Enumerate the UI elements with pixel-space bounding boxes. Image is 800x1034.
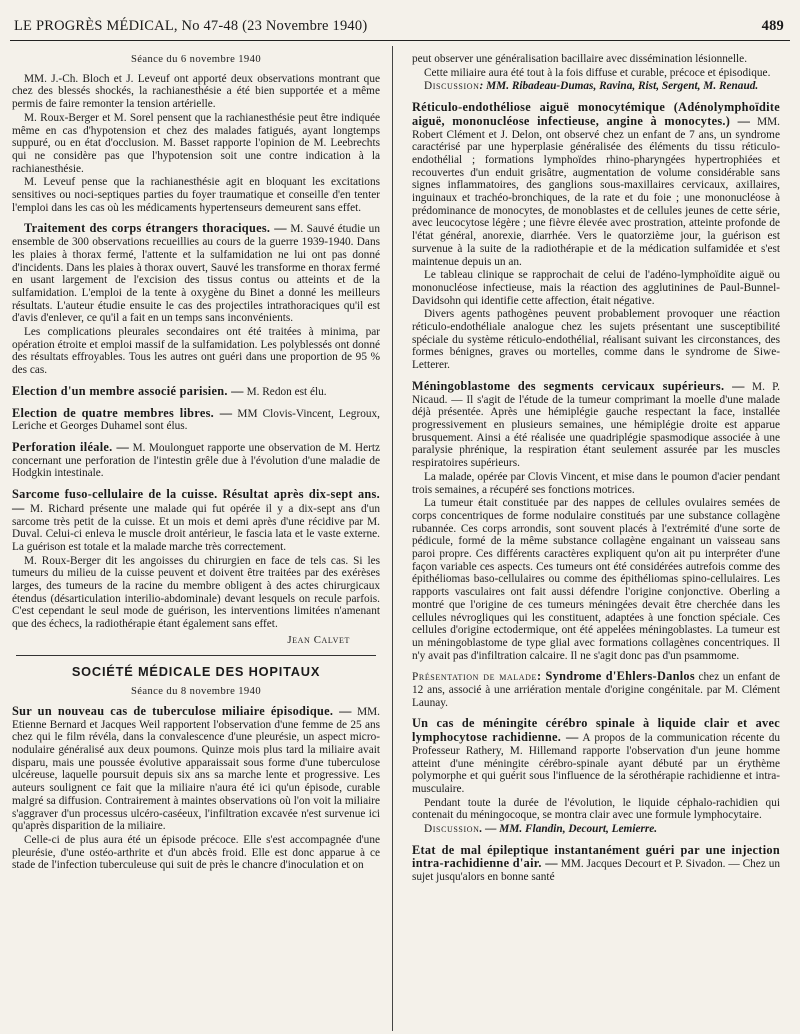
article-tuberculosis: Sur un nouveau cas de tuberculose miliaire épisodique. — MM. Etienne Bernard et Jacques Weil rapportent l'observation d'une femme de 25 ans chez qui le film révéla, dans la convalescence d'une pleurésie, un aspect micro-nodulaire généralisé aux deux poumons. Quinze mois plus tard la miliaire avait disparu, mais une poussée évolutive apparaissait sous forme d'une tuberculose ulcéreuse, laquelle poursuit depuis six ans sa marche lente et progressive. Les auteurs soulignent ce fait que la miliaire n'aura été ici qu'un épisode, curable malgré sa diffusion. Contrairement à maintes observations où l'on voit la miliaire s'aggraver d'un processus ulcéro-caséeux, l'infiltration excavée n'est survenue ici qu'après disparition de la miliaire. <box>12 703 381 833</box>
article-sarcoma: Sarcome fuso-cellulaire de la cuisse. Résultat après dix-sept ans. — M. Richard présente une malade qui fut opérée il y a dix-sept ans d'un sarcome très petit de la cuisse. Et un mois et demi après d'une récidive par M. Duval. Celui-ci enleva le muscle droit antérieur, le fascia lata et le vaste externe. La guérison est totale et la malade marche très correctement. <box>12 487 381 553</box>
paragraph: M. Leveuf pense que la rachianesthésie agit en bloquant les excitations sensitives ou noci-septiques parties du foyer traumatique et conseille d'en tenter l'emploi dans les cas où les médicaments hypertenseurs demeurent sans effet. <box>12 176 380 214</box>
page-number: 489 <box>761 18 784 34</box>
paragraph: M. Roux-Berger et M. Sorel pensent que la rachianesthésie peut être indiquée même en cas d'hypotension et chez des malades fatigués, ayant longtemps suppuré, ou en état d'occlusion. M. Basset rapporte l'opinion de M. Leebrechts qui ne considère pas que l'hypotension soit une contre indication à la rachianesthésie. <box>12 111 380 175</box>
section-heading: Traitement des corps étrangers thoraciques. — <box>24 221 287 236</box>
paragraph: Cette miliaire aura été tout à la fois diffuse et curable, précoce et épisodique. <box>424 66 771 79</box>
section-heading: Election de quatre membres libres. — <box>12 405 233 420</box>
article-epilepsy: Etat de mal épileptique instantanément guéri par une injection intra-rachidienne d'air. — MM. Jacques Decourt et P. Sivadon. — Chez un sujet jusqu'alors en bonne santé <box>412 842 780 884</box>
section-heading: Méningoblastome des segments cervicaux supérieurs. — <box>412 378 745 393</box>
paragraph: Celle-ci de plus aura été un épisode précoce. Elle s'est accompagnée d'une pleurésie, d'une ostéo-arthrite et d'un abcès froid. Elle est donc apparue à ce stade de l'infection tuberculeuse qui suit de près le chancre d'inoculation et on <box>12 833 380 872</box>
left-column <box>12 54 380 873</box>
article-meningitis: Un cas de méningite cérébro spinale à liquide clair et avec lymphocytose rachidienne. — A propos de la communication récente du Professeur Rathery, M. Hillemand rapporte l'observation d'un jeune homme atteint d'une méningite cérébro-spinale ayant débuté par un érythème polymorphe et qui guérit sous l'influence de la sérothérapie rachidienne et intra-musculaire. <box>412 716 780 795</box>
paragraph: La tumeur était constituée par des nappes de cellules ovulaires semées de corps concentriques de forme nodulaire constitués par une substance collagène rubannée. Ces corps arrondis, sont souvent placés à l'extrémité d'une sorte de pédicule, formé de la même substance collagène engainant un vaisseau sans paroi propre. Ces différents caractères expliquent qu'on ait pu interpréter d'une façon variable ces aspects. Ces tumeurs ont été considérées autrefois comme des épithéliomas baso-cellulaires ou comme des épithéliomas spino-cellulaires. Les rapports vasculaires ont fait aussi défendre l'origine conjonctive. Oberling a montré que l'origine de ces tumeurs méningées devait être cherchée dans les cellules névrogliques qui les constituent, adaptées à une fonction spéciale. Ces cellules d'origine ectodermique, ont été appelées méningoblastes. La tumeur est un méningoblastome de type glial avec formations collagènes concentriques. Il n'y avait pas d'infiltration calcaire. Il ne s'agit donc pas d'un psammome. <box>412 497 780 662</box>
paragraph: Les complications pleurales secondaires ont été traitées à minima, par opération étroite et emploi massif de la sulfamidation. Les polyblessés ont donné des résultats effroyables. Tous les autres ont guéri dans une proportion de 95 % des cas. <box>12 326 380 377</box>
article-election-free: Election de quatre membres libres. — MM Clovis-Vincent, Legroux, Leriche et Georges Duhamel sont élus. <box>12 405 380 433</box>
paragraph: La malade, opérée par Clovis Vincent, et mise dans le poumon d'acier pendant trois semaines, a récupéré ses fonctions motrices. <box>412 470 780 496</box>
paragraph: Divers agents pathogènes peuvent probablement provoquer une réaction réticulo-endothéliale analogue chez les sujets présentant une susceptibilité spéciale du système réticulo-endothélial, réalisant suivant les circonstances, des formes bénignes, graves ou mortelles, comme dans le syndrome de Siwe-Letterer. <box>412 308 780 372</box>
paragraph: Le tableau clinique se rapprochait de celui de l'adéno-lymphoïdite aiguë ou mononucléose infectieuse, mais la réaction des agglutinines de Paul-Bunnel-Davidsohn qui identifie cette affection, était négative. <box>412 269 780 307</box>
paragraph: M. Roux-Berger dit les angoisses du chirurgien en face de tels cas. Si les tumeurs du milieu de la cuisse peuvent et doivent être traitées par des exérèses larges, des tumeurs de la racine du membre obligent à des actes chirurgicaux étendus (désarticulation interilio-abdominale) devant lesquels on recule parfois. C'est cependant le seul mode de guérison, les interventions limitées n'amenant que des échecs, la radiothérapie étant également sans effet. <box>12 554 380 631</box>
article-foreign-bodies: Traitement des corps étrangers thoraciques. — M. Sauvé étudie un ensemble de 300 observations recueillies au cours de la guerre 1939-1940. Dans les plaies à thorax fermé, l'attente et la sulfamidation ne lui ont pas donné d'incidents. Dans les plaies à thorax ouvert, Sauvé les transforme en thorax fermé en usant largement de l'excision des tissus contus ou atteints et de la sulfamidation. L'emploi de la tente à oxygène du Binet a donné les meilleurs résultats. L'auteur étudie ensuite le cas des projectiles intrathoraciques qu'il est d'avis d'enlever, ce qu'il a fait en un temps sans inconvénients. <box>12 221 380 325</box>
column-divider <box>392 46 393 1031</box>
journal-title: LE PROGRÈS MÉDICAL, No 47-48 (23 Novembre 1940) <box>14 18 368 34</box>
society-title: SOCIÉTÉ MÉDICALE DES HOPITAUX <box>71 663 321 679</box>
section-heading: Sarcome fuso-cellulaire de la cuisse. Résultat après dix-sept ans. — <box>12 487 380 515</box>
paragraph: MM. J.-Ch. Bloch et J. Leveuf ont apporté deux observations montrant que chez des blessés shockés, la rachianesthésie a été bien supportée et a même permis de faire remonter la tension artérielle. <box>12 72 380 111</box>
section-heading: Réticulo-endothéliose aiguë monocytémique (Adénolymphoïdite aiguë, mononucléose infectieuse, angine à monocytes.) — <box>412 100 780 128</box>
discussion-label: Discussion <box>424 80 480 93</box>
article-election-associate: Election d'un membre associé parisien. — M. Redon est élu. <box>12 383 327 398</box>
article-perforation: Perforation iléale. — M. Moulonguet rapporte une observation de M. Hertz concernant une perforation de l'intestin grêle due à l'évolution d'une maladie de Hodgkin intestinale. <box>12 439 380 480</box>
section-heading: Un cas de méningite cérébro spinale à liquide clair et avec lymphocytose rachidienne. — <box>412 716 780 745</box>
section-heading: Etat de mal épileptique instantanément guéri par une injection intra-rachidienne d'air. — <box>412 842 780 871</box>
header-rule <box>10 40 790 41</box>
page-header <box>8 18 790 40</box>
article-meningoblastoma: Méningoblastome des segments cervicaux supérieurs. — M. P. Nicaud. — Il s'agit de l'étude de la tumeur comprimant la moelle d'une malade déjà présentée. Après une hémiplégie gauche respectant la face, installée progressivement en plusieurs semaines, une hémiplégie droite est apparue brusquement. Ainsi a été réalisée une quadriplégie spasmodique associée à une paralysie phrénique, la respiration étant seulement assurée par les muscles respiratoires supérieurs. <box>412 378 780 470</box>
paragraph: peut observer une généralisation bacillaire avec dissémination lésionnelle. <box>412 53 748 65</box>
discussion-line: Discussion. — MM. Flandin, Decourt, Lemierre. <box>424 823 658 836</box>
section-heading: Perforation iléale. — <box>12 439 130 454</box>
article-reticulo: Réticulo-endothéliose aiguë monocytémique (Adénolymphoïdite aiguë, mononucléose infectieuse, angine à monocytes.) — MM. Robert Clément et J. Delon, ont observé chez un enfant de 7 ans, un syndrome caractérisé par une hyperplasie généralisée des éléments du tissu réticulo-endothélial ; formations lymphoïdes rhino-pharyngées hypertrophiées et recouvertes d'un enduit grisâtre, augmentation de volume considérable sans signes inflammatoires, des ganglions sous-maxillaires cervicaux, axillaires, inguinaux et trachéo-bronchiques, de la rate et du foie ; une mononucléose à prédominance de monocytes, de monoblastes et de cellules jeunes de cette série, avec leucocytose légère ; une fièvre élevée avec prostration, atteinte profonde de l'état général, anorexie, diarrhée. Vers le quatorzième jour, la guérison est survenue à la suite de la radiothérapie et de la médication sulfamidée et s'est maintenue depuis un an. <box>412 100 781 268</box>
presentation-label: Présentation de malade <box>412 671 538 684</box>
paragraph: Pendant toute la durée de l'évolution, le liquide céphalo-rachidien qui contenait du méningocoque, se montra clair avec une formule lymphocytaire. <box>412 796 780 822</box>
section-heading: Sur un nouveau cas de tuberculose miliaire épisodique. — <box>12 703 352 718</box>
discussion-label: Discussion <box>424 823 480 836</box>
session-date: Séance du 8 novembre 1940 <box>130 686 262 698</box>
section-rule <box>16 655 376 656</box>
discussion-line: Discussion: MM. Ribadeau-Dumas, Ravina, Rist, Sergent, M. Renaud. <box>424 80 759 93</box>
section-heading: Election d'un membre associé parisien. — <box>12 383 244 398</box>
patient-presentation: Présentation de malade: Syndrome d'Ehlers-Danlos chez un enfant de 12 ans, associé à une arriération mentale d'origine congénitale. par M. Clément Launay. <box>412 669 780 709</box>
right-column <box>412 53 780 885</box>
author-signature: Jean Calvet <box>287 633 350 646</box>
session-date: Séance du 6 novembre 1940 <box>130 54 262 65</box>
